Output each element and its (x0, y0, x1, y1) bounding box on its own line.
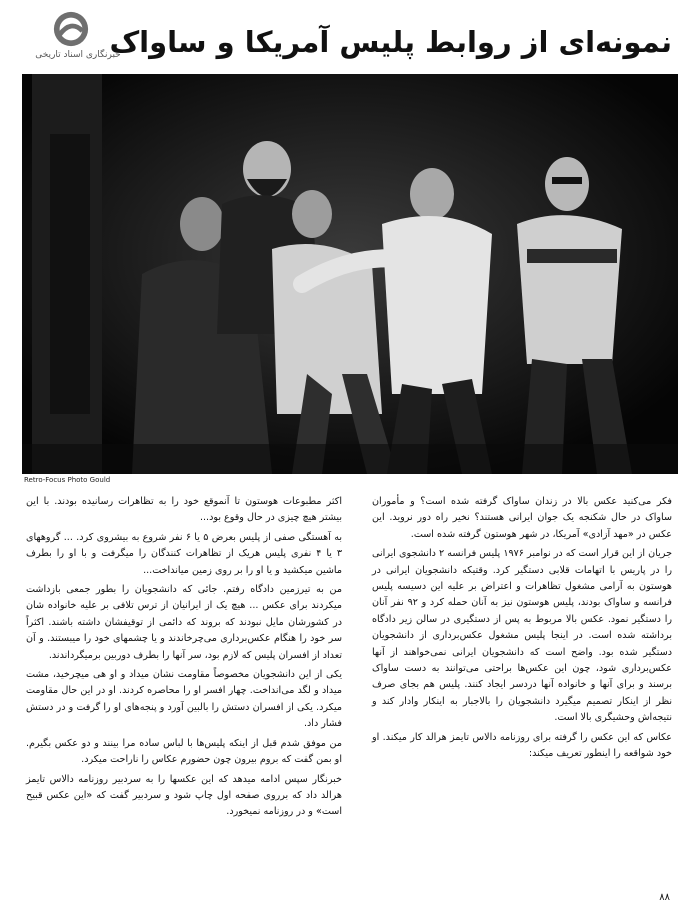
paragraph: جریان از این قرار است که در نوامبر ۱۹۷۶ پلیس فرانسه ۲ دانشجوی ایرانی را در پاریس با اتهامات قلابی دستگیر کرد. وقتیکه دانشجویان ایرانی در هوستون به آرامی مشغول تظاهرات و اعتراض بر علیه این دسیسه پلیس فرانسه و ساواک بودند، پلیس هوستون نیز به آنان حمله کرد و ۹۲ نفر آنان را دستگیر نمود. عکس بالا مربوط به پس از دستگیری در سالن زیر دادگاه برداشته شده است. در اینجا پلیس مشغول عکس‌برداری از دانشجویان دستگیر شده بود. واضح است که دانشجویان ایرانی نمی‌خواهند از آنها عکس‌برداری شود، چون این عکس‌ها براحتی می‌توانند به دست ساواک برسند و برای آنها و خانواده آنها دردسر ایجاد کنند. پلیس هم بجای صرف نظر از اینکار تصمیم میگیرد دانشجویان را بالاجبار به اینکار وادار کند و نتیجه‌اش وحشیگری بالا است. (372, 548, 673, 724)
closing-paragraph: خبرنگار سپس ادامه میدهد که این عکسها را به سردبیر روزنامه دالاس تایمز هرالد داد که برروی صفحه اول چاپ شود و سردبیر گفت که «این عکس قبیح است» و در روزنامه نمیخورد. (26, 773, 342, 818)
paragraph: عکاس که این عکس را گرفته برای روزنامه دالاس تایمز هرالد کار میکند. او خود شواقعه را اینطور تعریف میکند: (372, 731, 672, 760)
archive-emblem-icon (52, 10, 90, 48)
logo-text: خبرنگاری اسناد تاریخی (35, 50, 121, 60)
paragraph: یکی از این دانشجویان مخصوصاً مقاومت نشان میداد و او هی میچرخید، مشت میداد و لگد می‌انداخت. چهار افسر او را محاصره کردند. او در این حال مقاومت میکرد. یکی از افسران دستش را بالبین آورد و پنجه‌های او را گرفت و در دستش فشار داد. (26, 669, 342, 730)
paragraph: من موفق شدم قبل از اینکه پلیس‌ها با لباس ساده مرا بینند و دو عکس بگیرم. او بمن گفت که بروم بیرون چون حضورم عکاس را ناراحت میکرد. (26, 737, 342, 766)
news-photo (22, 74, 678, 474)
article-column-left (26, 494, 342, 824)
headline: نمونه‌ای از روابط پلیس آمریکا و ساواک (109, 25, 672, 59)
scuffle-photo-illustration (22, 74, 678, 474)
paragraph: من به تیرزمین دادگاه رفتم. جائی که دانشجویان را بطور جمعی بازداشت میکردند برای عکس ... هیچ یک از ایرانیان از ترس تلافی بر علیه خانواده شان در کشورشان مایل نبودند که بروند که دائمی از توقیفشان داشته باشند. اکثراً سر خود را هنگام عکس‌برداری می‌چرخاندند و یا چشمهای خود را میبستند. و آن تعداد از افسران پلیس که لازم بود، سر آنها را بطرف دوربین برمیگرداندند. (26, 584, 342, 661)
paragraph: فکر می‌کنید عکس بالا در زندان ساواک گرفته شده است؟ و مأموران ساواک در حال شکنجه یک جوان ایرانی هستند؟ نخیر راه دور نروید. این عکس در «مهد آزادی» آمریکا، در شهر هوستون گرفته شده است. (372, 496, 672, 540)
article-column-right (372, 494, 672, 766)
paragraph: اکثر مطبوعات هوستون تا آنموقع خود را به تظاهرات رسانیده بودند. با این بیشتر هیچ چیزی در حال وقوع بود... (26, 496, 342, 524)
paragraph: به آهستگی صفی از پلیس بعرض ۵ یا ۶ نفر شروع به بیشروی کرد. ... گروههای ۳ یا ۴ نفری پلیس هریک از تظاهرات کنندگان را میگرفت و با او را بطرف ماشین میکشید و یا او را بر روی زمین میانداخت... (26, 531, 343, 576)
page-number: ۸۸ (659, 892, 670, 903)
photo-credit: Retro-Focus Photo Gould (24, 476, 111, 484)
